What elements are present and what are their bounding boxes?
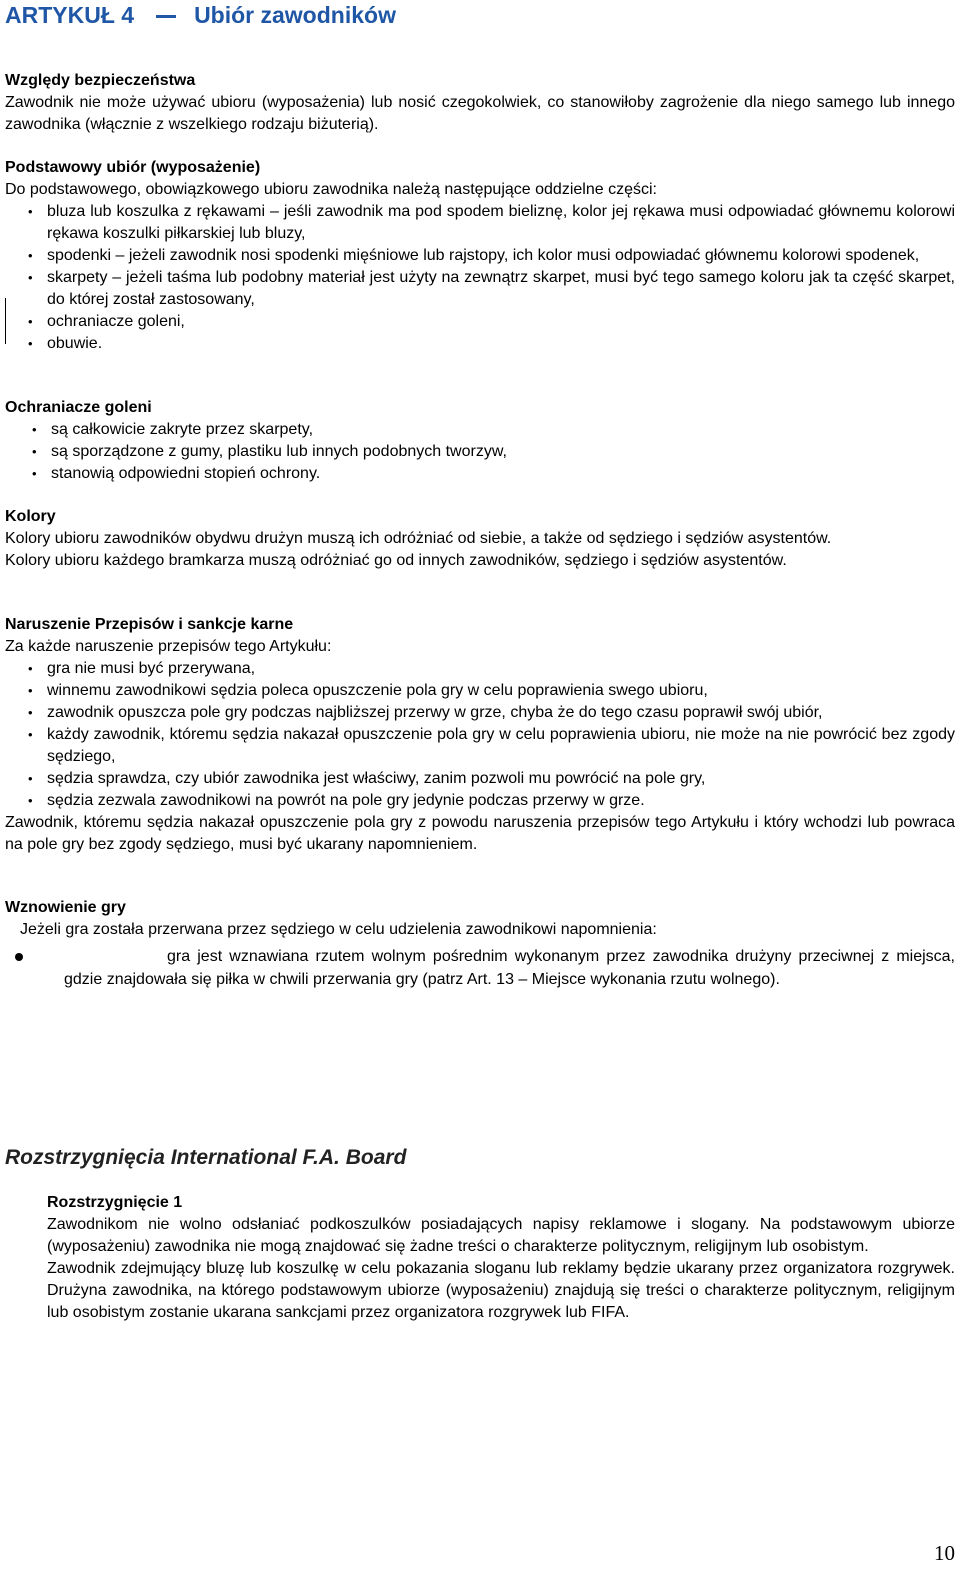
section-heading: Podstawowy ubiór (wyposażenie) xyxy=(5,159,261,176)
list-item: • ochraniacze goleni, xyxy=(5,311,955,333)
bullet-icon xyxy=(15,953,23,961)
equipment-list xyxy=(5,201,955,355)
list-item: • są całkowicie zakryte przez skarpety, xyxy=(5,419,955,441)
paragraph: Jeżeli gra została przerwana przez sędziego w celu udzielenia zawodnikowi napomnienia: xyxy=(20,921,657,938)
list-item: • gra nie musi być przerywana, xyxy=(5,658,955,680)
section-basic-equipment xyxy=(5,157,955,355)
paragraph: Zawodnikom nie wolno odsłaniać podkoszulków posiadających napisy reklamowe i slogany. Na podstawowym ubiorze (wyposażeniu) zawodnika nie mogą znajdować się żadne treści o charakterze politycznym, religijnym lub osobistym. xyxy=(47,1216,955,1255)
list-item: gra jest wznawiana rzutem wolnym pośrednim wykonanym przez zawodnika drużyny przeciwnej z miejsca, gdzie znajdowała się piłka w chwili przerwania gry (patrz Art. 13 – Miejsce wykonania rzutu wolnego). xyxy=(64,948,955,988)
section-heading: Względy bezpieczeństwa xyxy=(5,72,196,89)
paragraph: Kolory ubioru każdego bramkarza muszą odróżniać go od innych zawodników, sędziego i sędziów asystentów. xyxy=(5,552,787,569)
list-item: • spodenki – jeżeli zawodnik nosi spodenki mięśniowe lub rajstopy, ich kolor musi odpowiadać głównemu kolorowi spodenek, xyxy=(5,245,955,267)
section-ruling-1 xyxy=(47,1192,955,1324)
page-number: 10 xyxy=(934,1541,955,1565)
shin-guards-list xyxy=(5,419,955,485)
list-item: • są sporządzone z gumy, plastiku lub innych podobnych tworzyw, xyxy=(5,441,955,463)
section-restart xyxy=(5,897,955,991)
list-item: • skarpety – jeżeli taśma lub podobny materiał jest użyty na zewnątrz skarpet, musi być tego samego koloru jak ta część skarpet, do której został zastosowany, xyxy=(5,267,955,311)
list-item: • obuwie. xyxy=(5,333,955,355)
violations-list xyxy=(5,658,955,812)
list-item: • winnemu zawodnikowi sędzia poleca opuszczenie pola gry w celu poprawienia swego ubioru, xyxy=(5,680,955,702)
article-name: Ubiór zawodników xyxy=(194,2,396,28)
paragraph: Do podstawowego, obowiązkowego ubioru zawodnika należą następujące oddzielne części: xyxy=(5,181,657,198)
section-shin-guards xyxy=(5,397,955,485)
restart-item xyxy=(5,945,955,991)
section-heading: Wznowienie gry xyxy=(5,899,126,916)
ruling-heading: Rozstrzygnięcie 1 xyxy=(47,1194,183,1211)
list-item: • sędzia sprawdza, czy ubiór zawodnika jest właściwy, zanim pozwoli mu powrócić na pole gry, xyxy=(5,768,955,790)
board-title: Rozstrzygnięcia International F.A. Board xyxy=(5,1146,407,1169)
paragraph: Zawodnik nie może używać ubioru (wyposażenia) lub nosić czegokolwiek, co stanowiłoby zagrożenie dla niego samego lub innego zawodnika (włącznie z wszelkiego rodzaju biżuterią). xyxy=(5,94,955,133)
section-violations xyxy=(5,614,955,856)
section-heading: Kolory xyxy=(5,508,56,525)
list-item: • stanowią odpowiedni stopień ochrony. xyxy=(5,463,955,485)
paragraph: Za każde naruszenie przepisów tego Artykułu: xyxy=(5,638,332,655)
article-number: ARTYKUŁ 4 xyxy=(5,2,135,28)
article-title xyxy=(5,0,396,30)
paragraph: Zawodnik zdejmujący bluzę lub koszulkę w celu pokazania sloganu lub reklamy będzie ukarany przez organizatora rozgrywek. Drużyna zawodnika, na którego podstawowym ubiorze (wyposażeniu) znajdują się treści o charakterze politycznym, religijnym lub osobistym zostanie ukarana sankcjami przez organizatora rozgrywek lub FIFA. xyxy=(47,1260,955,1321)
paragraph: Kolory ubioru zawodników obydwu drużyn muszą ich odróżniać od siebie, a także od sędziego i sędziów asystentów. xyxy=(5,530,832,547)
section-colors xyxy=(5,506,955,572)
list-item: • zawodnik opuszcza pole gry podczas najbliższej przerwy w grze, chyba że do tego czasu poprawił swój ubiór, xyxy=(5,702,955,724)
list-item: • sędzia zezwala zawodnikowi na powrót na pole gry jedynie podczas przerwy w grze. xyxy=(5,790,955,812)
list-item: • każdy zawodnik, któremu sędzia nakazał opuszczenie pola gry w celu poprawienia ubioru, nie może na nie powrócić bez zgody sędziego, xyxy=(5,724,955,768)
change-bar xyxy=(5,298,6,344)
section-heading: Ochraniacze goleni xyxy=(5,399,152,416)
paragraph: Zawodnik, któremu sędzia nakazał opuszczenie pola gry z powodu naruszenia przepisów tego Artykułu i który wchodzi lub powraca na pole gry bez zgody sędziego, musi być ukarany napomnieniem. xyxy=(5,814,955,853)
section-safety xyxy=(5,70,955,136)
title-dash xyxy=(156,15,176,18)
list-item: • bluza lub koszulka z rękawami – jeśli zawodnik ma pod spodem bieliznę, kolor jej rękawa musi odpowiadać głównemu kolorowi rękawa koszulki piłkarskiej lub bluzy, xyxy=(5,201,955,245)
section-heading: Naruszenie Przepisów i sankcje karne xyxy=(5,616,294,633)
